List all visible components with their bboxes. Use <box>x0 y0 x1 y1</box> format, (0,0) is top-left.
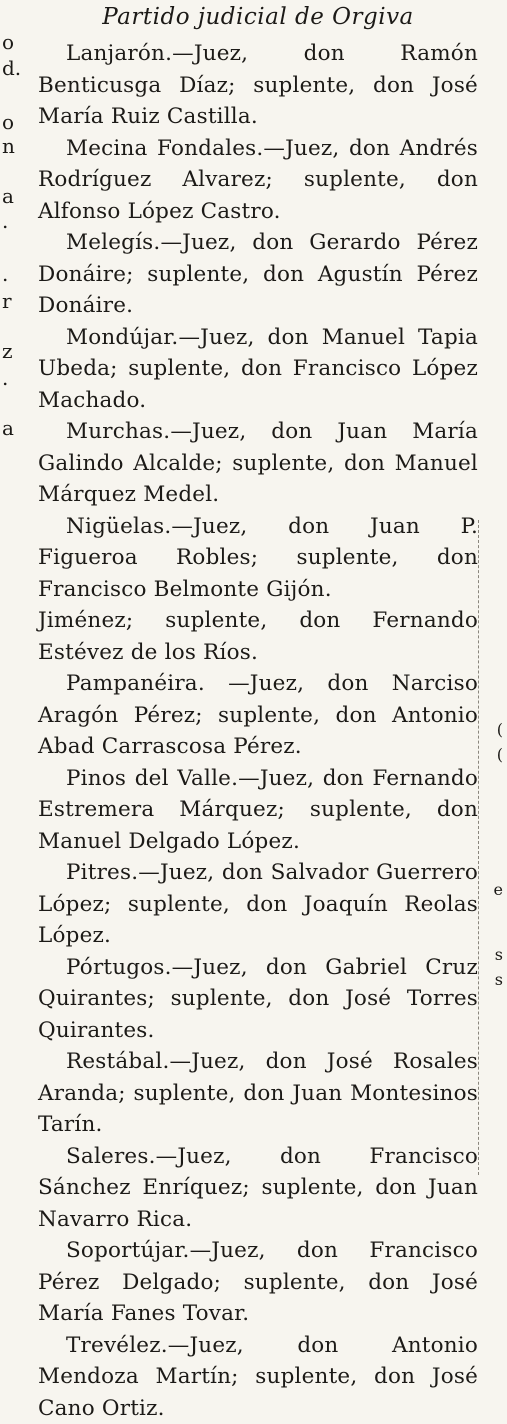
entry-niguelas: Nigüelas.—Juez, don Juan P. Figueroa Robles; suplente, don Francisco Belmonte Gijón. <box>38 511 478 606</box>
entry-trevelez: Trevélez.—Juez, don Antonio Mendoza Martín; suplente, don José Cano Ortiz. <box>38 1330 478 1424</box>
margin-fragment: o <box>2 26 14 58</box>
entry-pinos-del-valle: Pinos del Valle.—Juez, don Fernando Estremera Márquez; suplente, don Manuel Delgado López. <box>38 763 478 858</box>
entry-saleres: Saleres.—Juez, don Francisco Sánchez Enríquez; suplente, don Juan Navarro Rica. <box>38 1141 478 1236</box>
column-rule <box>478 520 480 1175</box>
margin-fragment: s <box>495 945 503 964</box>
entry-lanjaron: Lanjarón.—Juez, don Ramón Benticusga Díaz; suplente, don José María Ruiz Castilla. <box>38 38 478 133</box>
entry-restabal: Restábal.—Juez, don José Rosales Aranda; suplente, don Juan Montesinos Tarín. <box>38 1046 478 1141</box>
margin-fragment: e <box>494 880 503 899</box>
entry-pitres: Pitres.—Juez, don Salvador Guerrero López; suplente, don Joaquín Reolas López. <box>38 857 478 952</box>
entry-melegis: Melegís.—Juez, don Gerardo Pérez Donáire; suplente, don Agustín Pérez Donáire. <box>38 227 478 322</box>
entry-murchas: Murchas.—Juez, don Juan María Galindo Alcalde; suplente, don Manuel Márquez Medel. <box>38 416 478 511</box>
margin-fragment: d. <box>2 52 21 84</box>
margin-fragment: . <box>2 258 8 290</box>
margin-fragment: z <box>2 335 13 367</box>
margin-fragment: s <box>495 970 503 989</box>
left-margin-fragments <box>0 0 30 1183</box>
margin-fragment: o <box>2 106 14 138</box>
entry-mecina-fondales: Mecina Fondales.—Juez, don Andrés Rodríguez Alvarez; suplente, don Alfonso López Castro. <box>38 133 478 228</box>
margin-fragment: ( <box>497 720 503 739</box>
entry-soportujar: Soportújar.—Juez, don Francisco Pérez Delgado; suplente, don José María Fanes Tovar. <box>38 1235 478 1330</box>
margin-fragment: ( <box>497 745 503 764</box>
entry-mondujar: Mondújar.—Juez, don Manuel Tapia Ubeda; suplente, don Francisco López Machado. <box>38 322 478 417</box>
article-column <box>38 0 478 1424</box>
margin-fragment: . <box>2 362 8 394</box>
margin-fragment: a <box>2 180 14 212</box>
entry-pampaneira: Pampanéira. —Juez, don Narciso Aragón Pérez; suplente, don Antonio Abad Carrascosa Pérez. <box>38 668 478 763</box>
section-title: Partido judicial de Orgiva <box>38 4 478 30</box>
margin-fragment: . <box>2 205 8 237</box>
entry-orgiva-partial: Jiménez; suplente, don Fernando Estévez de los Ríos. <box>38 605 478 668</box>
margin-fragment: n <box>2 130 15 162</box>
margin-fragment: a <box>2 412 14 444</box>
right-margin-fragments <box>487 0 507 1183</box>
entry-portugos: Pórtugos.—Juez, don Gabriel Cruz Quirantes; suplente, don José Torres Quirantes. <box>38 952 478 1047</box>
margin-fragment: r <box>2 285 12 317</box>
